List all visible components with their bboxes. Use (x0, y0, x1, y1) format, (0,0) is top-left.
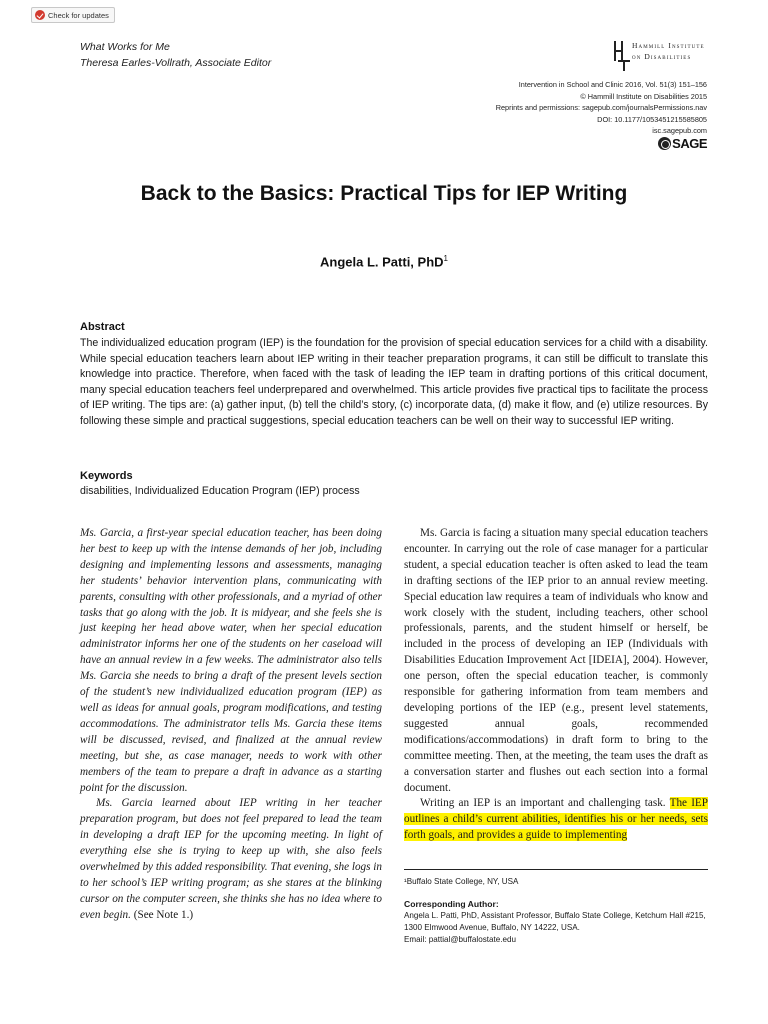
copyright-line: © Hammill Institute on Disabilities 2015 (580, 91, 707, 101)
article-title: Back to the Basics: Practical Tips for IEP Writing (140, 182, 628, 205)
column-editor: Theresa Earles-Vollrath, Associate Editor (80, 56, 272, 69)
keywords-heading: Keywords (80, 470, 133, 482)
sage-logo (658, 136, 707, 151)
see-note-ref: (See Note 1.) (130, 908, 194, 921)
article-author (0, 254, 768, 269)
body-right-column (404, 526, 708, 844)
site-link[interactable]: isc.sagepub.com (652, 126, 707, 135)
body-paragraph-2-text: Writing an IEP is an important and challenging task. (420, 797, 670, 810)
hammill-line1: Hammill Institute (632, 41, 705, 50)
hammill-institute-logo (614, 40, 710, 74)
check-updates-label: Check for updates (48, 10, 109, 20)
sage-circle-icon (658, 137, 671, 150)
check-updates-icon (35, 10, 45, 20)
vignette-paragraph-2 (80, 796, 382, 923)
body-paragraph-1: Ms. Garcia is facing a situation many special education teachers encounter. In carrying out the role of case manager for a particular student, a special education teacher is often asked to lead the team in drafting sections of the IEP prior to an annual review meeting. Special education law requires a team of individuals who know and work closely with the student, including teachers, other school professionals, parents, and the student himself or herself, be included in the process of developing an IEP (Individuals with Disabilities Education Improvement Act [IDEIA], 2004). However, one person, often the special education teacher, is commonly responsible for gathering information from team members and developing portions of the IEP (e.g., present level statements, suggested annual goals, recommended modifications/accommodations) in draft form to bring to the committee meeting. Then, at the meeting, the team uses the draft as a conversation starter and flushes out each section into a formal document. (404, 527, 708, 794)
corresponding-author-text: Angela L. Patti, PhD, Assistant Professor, Buffalo State College, Ketchum Hall #215, 1300 Elmwood Avenue, Buffalo, NY 14222, USA. (404, 911, 706, 932)
column-header (80, 40, 271, 71)
corresponding-author-heading: Corresponding Author: (404, 899, 499, 909)
corresponding-author-email[interactable]: Email: pattial@buffalostate.edu (404, 935, 517, 944)
vignette-paragraph-1: Ms. Garcia, a first-year special education teacher, has been doing her best to keep up with the intense demands of her job, including designing and implementing lessons and assessments, managing her students’ behavior intervention plans, communicating with parents, consulting with other professionals, and a myriad of other tasks that go along with the job. It is midyear, and she feels she is just keeping her head above water, when her special education administrator informs her one of the students on her caseload will have an annual review in a few weeks. The administrator also tells Ms. Garcia she needs to bring a draft of the present levels section of the student’s new individualized education program (IEP) as well as ideas for annual goals, program modifications, and testing accommodations. The administrator tells Ms. Garcia these items will be discussed, revised, and finalized at the annual review meeting, but she, as case manager, needs to work with other members of the team to prepare a draft in advance as a starting point for the discussion. (80, 527, 382, 794)
abstract-text: The individualized education program (IEP) is the foundation for the provision of special education services for a child with a disability. While special education teachers learn about IEP writing in their teacher preparation programs, it can still be difficult to translate this knowledge into practice. Therefore, when faced with the task of leading the IEP team in drafting portions of this critical document, many special education teachers feel underprepared and overwhelmed. This article provides five practical tips to facilitate the process of IEP writing. The tips are: (a) gather input, (b) tell the child’s story, (c) incorporate data, (d) make it flow, and (e) utilize resources. By following these simple and practical suggestions, special education teachers can be well on their way to successful IEP writing. (80, 337, 708, 427)
footnotes (404, 876, 712, 946)
highlighted-text[interactable]: The IEP outlines a child’s current abilities, identifies his or her needs, sets forth goals, and provides a guide to implementing (404, 797, 708, 842)
hammill-line2: on Disabilities (632, 52, 692, 61)
author-affiliation-mark: 1 (443, 254, 448, 263)
hammill-logo-text (632, 40, 705, 62)
vignette-paragraph-2-text: Ms. Garcia learned about IEP writing in her teacher preparation program, but does not feel prepared to lead the team in developing a draft IEP for the upcoming meeting. In light of everything else she is trying to keep up with, she also feels overwhelmed by this added responsibility. That evening, she logs in to her school’s IEP writing program; as she stares at the blinking cursor on the computer screen, she thinks she has no idea where to even begin. (80, 797, 382, 921)
keywords-text: disabilities, Individualized Education Program (IEP) process (80, 485, 360, 497)
footnote-divider (404, 869, 708, 870)
author-name: Angela L. Patti, PhD (320, 254, 444, 270)
abstract-heading: Abstract (80, 321, 125, 333)
journal-citation: Intervention in School and Clinic 2016, Vol. 51(3) 151–156 (518, 80, 707, 89)
sage-wordmark: SAGE (672, 136, 707, 151)
check-for-updates-badge[interactable] (31, 7, 115, 23)
affiliation-note: ¹Buffalo State College, NY, USA (404, 877, 519, 886)
doi-line: DOI: 10.1177/1053451215585805 (597, 114, 707, 124)
journal-meta (496, 79, 707, 137)
body-left-column (80, 526, 382, 924)
hammill-monogram-icon (614, 41, 630, 71)
body-paragraph-2 (404, 796, 708, 844)
column-name: What Works for Me (80, 41, 170, 53)
permissions-line: Reprints and permissions: sagepub.com/journalsPermissions.nav (495, 103, 707, 112)
